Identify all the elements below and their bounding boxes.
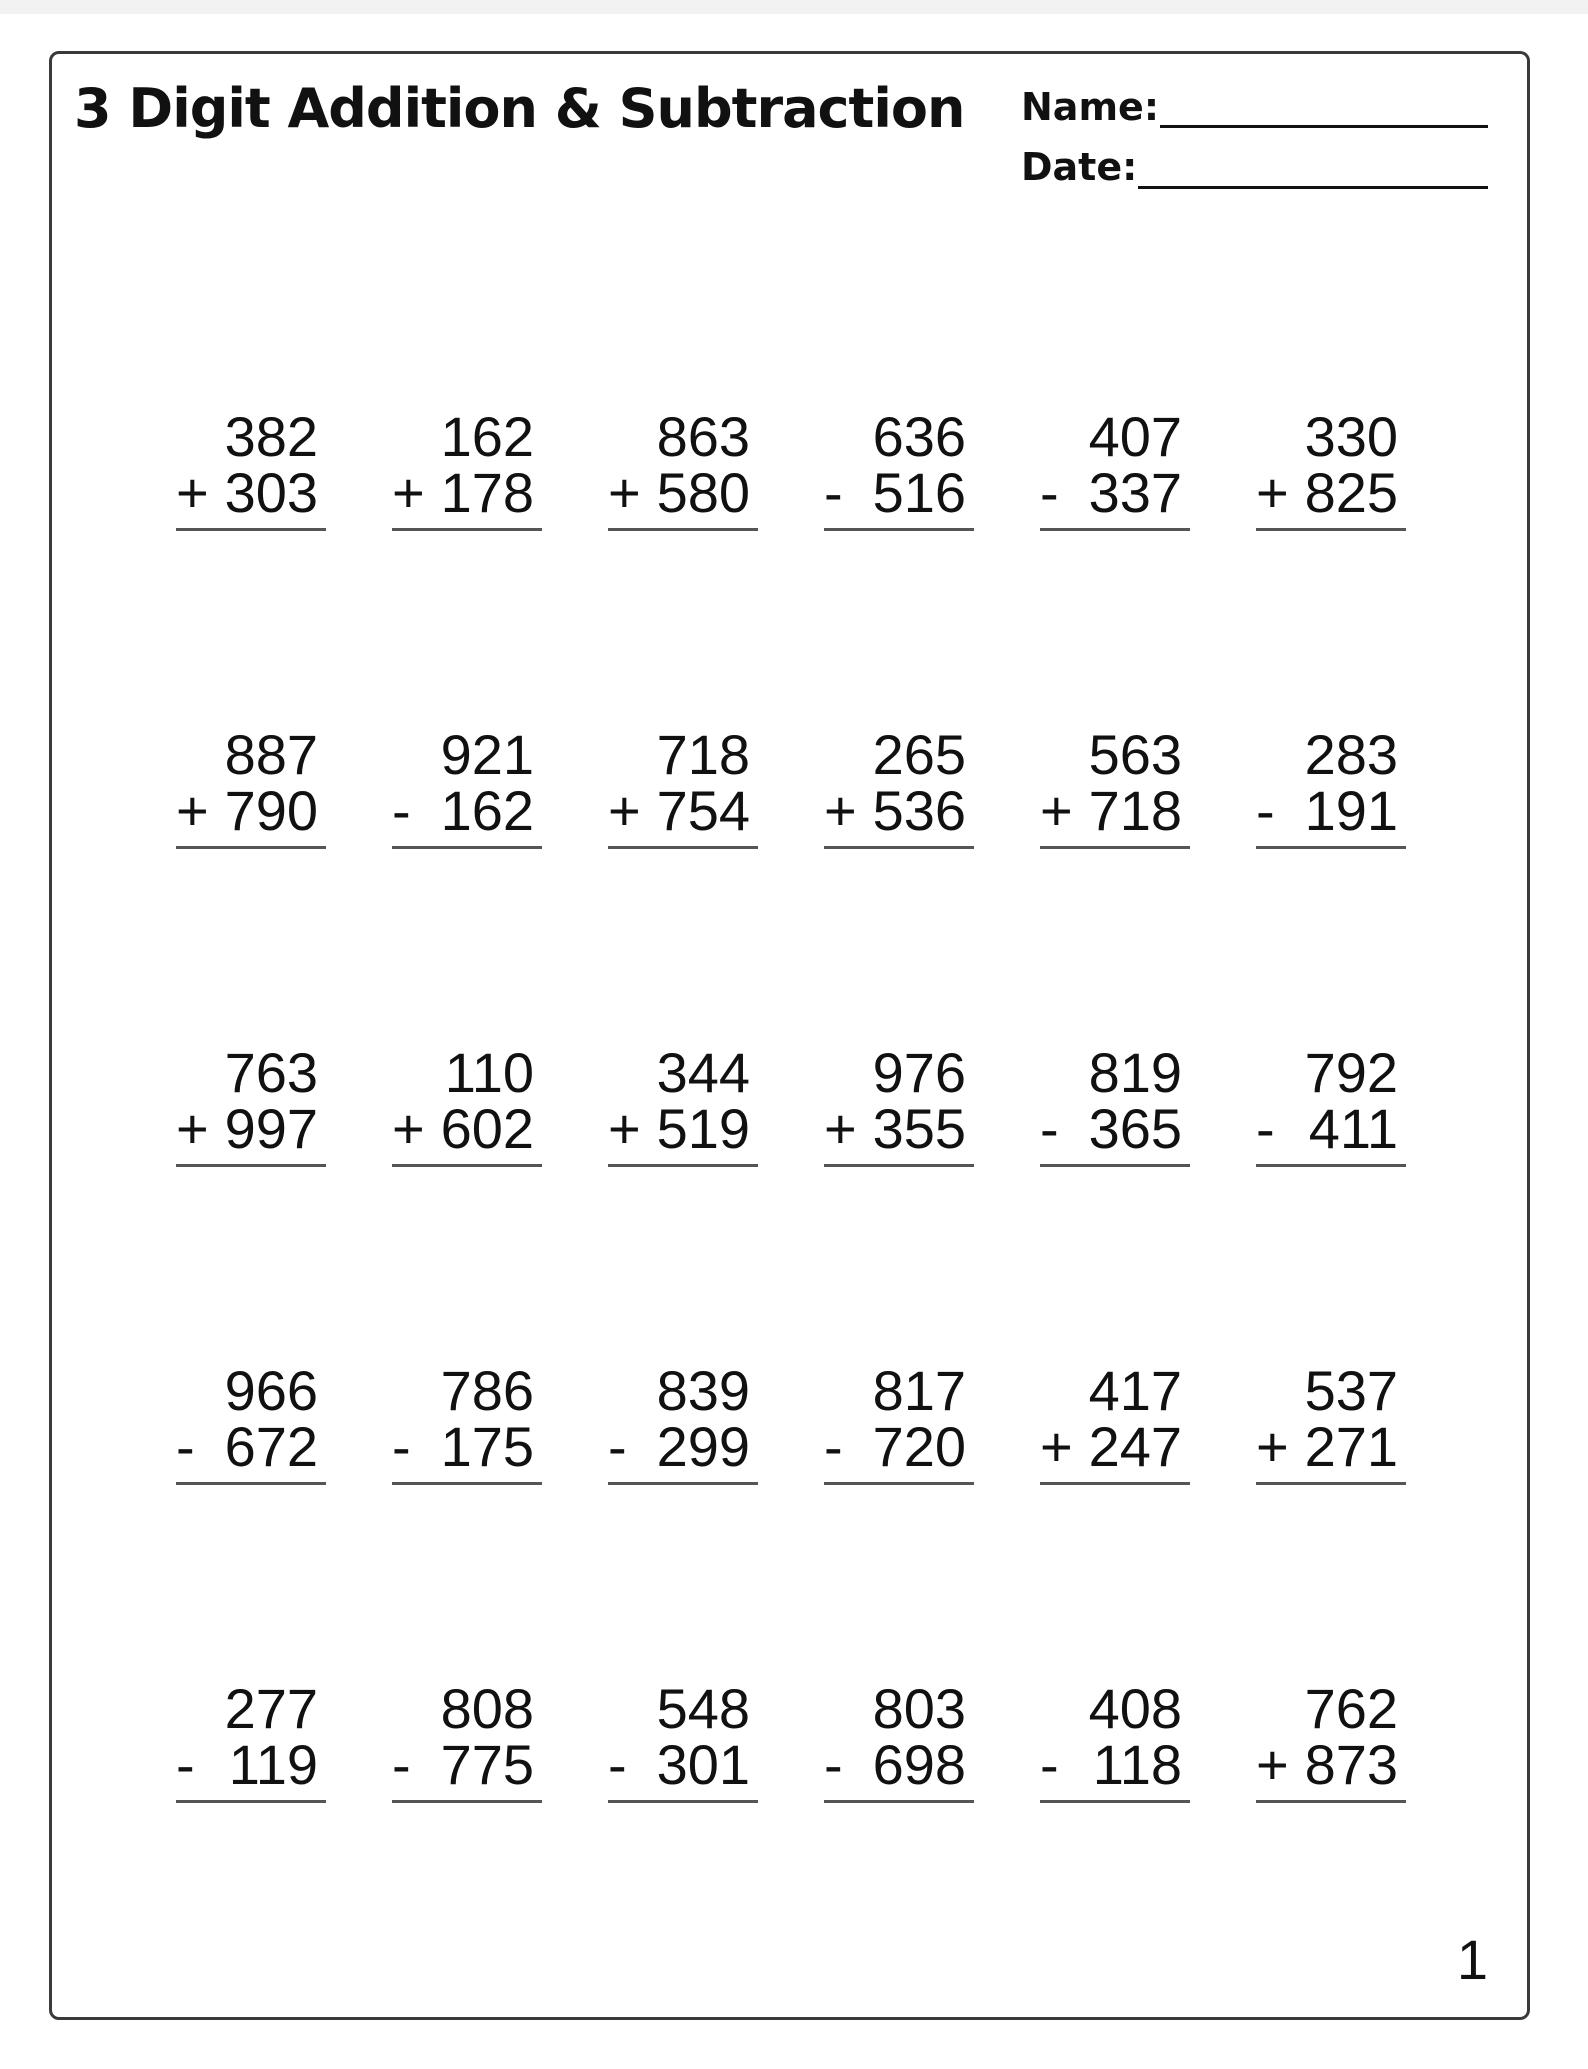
problem-bottom-number: 337	[1088, 461, 1182, 524]
problem	[392, 1041, 542, 1175]
plus-sign: +	[176, 779, 209, 842]
problem-bottom-number: 873	[1304, 1733, 1398, 1796]
problem-bottom-number: 355	[872, 1097, 966, 1160]
date-label: Date:	[1021, 145, 1138, 189]
minus-sign: -	[1256, 1097, 1275, 1160]
answer-line	[824, 1164, 974, 1167]
problem-top-number: 817	[872, 1359, 966, 1422]
date-line	[1138, 186, 1488, 189]
problem-top-number: 382	[224, 405, 318, 468]
problem-bottom-number: 825	[1304, 461, 1398, 524]
answer-line	[608, 846, 758, 849]
problem-top-number: 819	[1088, 1041, 1182, 1104]
problem	[176, 723, 326, 857]
answer-line	[824, 528, 974, 531]
problem-top-number: 839	[656, 1359, 750, 1422]
problem	[608, 723, 758, 857]
plus-sign: +	[824, 1097, 857, 1160]
problem-bottom-number: 602	[440, 1097, 534, 1160]
problem-top-number: 277	[224, 1677, 318, 1740]
answer-line	[824, 1800, 974, 1803]
answer-line	[1256, 1800, 1406, 1803]
problem	[176, 1041, 326, 1175]
problem-bottom-number: 119	[228, 1733, 318, 1796]
problem-top-number: 636	[872, 405, 966, 468]
answer-line	[1040, 1800, 1190, 1803]
problem-top-number: 265	[872, 723, 966, 786]
answer-line	[824, 846, 974, 849]
problem-bottom-number: 175	[440, 1415, 534, 1478]
minus-sign: -	[1256, 779, 1275, 842]
plus-sign: +	[1256, 1733, 1289, 1796]
problem	[608, 1041, 758, 1175]
answer-line	[608, 1482, 758, 1485]
problem-bottom-number: 162	[440, 779, 534, 842]
problem-bottom-number: 178	[440, 461, 534, 524]
plus-sign: +	[1256, 461, 1289, 524]
minus-sign: -	[824, 461, 843, 524]
problem-bottom-number: 672	[224, 1415, 318, 1478]
problem-top-number: 976	[872, 1041, 966, 1104]
problem	[824, 405, 974, 539]
problem	[1256, 1359, 1406, 1493]
problem-top-number: 718	[656, 723, 750, 786]
minus-sign: -	[392, 779, 411, 842]
problem	[392, 405, 542, 539]
minus-sign: -	[824, 1733, 843, 1796]
answer-line	[176, 846, 326, 849]
problem	[392, 723, 542, 857]
problem-bottom-number: 536	[872, 779, 966, 842]
problem-top-number: 792	[1304, 1041, 1398, 1104]
problem-bottom-number: 580	[656, 461, 750, 524]
minus-sign: -	[824, 1415, 843, 1478]
problem-bottom-number: 698	[872, 1733, 966, 1796]
plus-sign: +	[176, 1097, 209, 1160]
problem	[1256, 723, 1406, 857]
answer-line	[176, 1482, 326, 1485]
problem-top-number: 344	[656, 1041, 750, 1104]
problem-bottom-number: 754	[656, 779, 750, 842]
problem	[608, 405, 758, 539]
problem	[1040, 1359, 1190, 1493]
answer-line	[392, 1482, 542, 1485]
answer-line	[1256, 1164, 1406, 1167]
problem-bottom-number: 191	[1304, 779, 1398, 842]
answer-line	[392, 846, 542, 849]
plus-sign: +	[608, 779, 641, 842]
problem	[1040, 1041, 1190, 1175]
problem-bottom-number: 118	[1092, 1733, 1182, 1796]
plus-sign: +	[1040, 779, 1073, 842]
answer-line	[1040, 846, 1190, 849]
plus-sign: +	[1040, 1415, 1073, 1478]
problem-top-number: 330	[1304, 405, 1398, 468]
answer-line	[1256, 846, 1406, 849]
minus-sign: -	[176, 1733, 195, 1796]
top-bar	[0, 0, 1588, 14]
problem-top-number: 548	[656, 1677, 750, 1740]
problem-top-number: 762	[1304, 1677, 1398, 1740]
problem	[1040, 405, 1190, 539]
answer-line	[1256, 1482, 1406, 1485]
problem-top-number: 417	[1088, 1359, 1182, 1422]
answer-line	[392, 1800, 542, 1803]
answer-line	[608, 1164, 758, 1167]
problem-top-number: 887	[224, 723, 318, 786]
problem	[1040, 1677, 1190, 1811]
page-number: 1	[1456, 1928, 1488, 1991]
problem-bottom-number: 775	[440, 1733, 534, 1796]
problem	[824, 723, 974, 857]
problem-bottom-number: 301	[656, 1733, 750, 1796]
plus-sign: +	[824, 779, 857, 842]
problem	[608, 1359, 758, 1493]
plus-sign: +	[608, 1097, 641, 1160]
problem-top-number: 921	[440, 723, 534, 786]
problem-bottom-number: 790	[224, 779, 318, 842]
plus-sign: +	[392, 1097, 425, 1160]
problem-bottom-number: 516	[872, 461, 966, 524]
problem-top-number: 162	[440, 405, 534, 468]
problem-top-number: 803	[872, 1677, 966, 1740]
problem-top-number: 110	[444, 1041, 534, 1104]
problem-top-number: 786	[440, 1359, 534, 1422]
plus-sign: +	[392, 461, 425, 524]
problem-top-number: 537	[1304, 1359, 1398, 1422]
problem	[824, 1041, 974, 1175]
problem	[392, 1677, 542, 1811]
problem	[608, 1677, 758, 1811]
answer-line	[608, 1800, 758, 1803]
problem-top-number: 863	[656, 405, 750, 468]
answer-line	[392, 1164, 542, 1167]
problem-bottom-number: 519	[656, 1097, 750, 1160]
problem-bottom-number: 303	[224, 461, 318, 524]
answer-line	[1040, 1482, 1190, 1485]
minus-sign: -	[176, 1415, 195, 1478]
plus-sign: +	[176, 461, 209, 524]
minus-sign: -	[608, 1415, 627, 1478]
minus-sign: -	[608, 1733, 627, 1796]
problem-top-number: 563	[1088, 723, 1182, 786]
name-label: Name:	[1021, 85, 1160, 129]
problem-bottom-number: 411	[1308, 1097, 1398, 1160]
answer-line	[176, 528, 326, 531]
problem	[176, 1359, 326, 1493]
name-line	[1160, 125, 1488, 128]
problem	[1256, 405, 1406, 539]
answer-line	[1256, 528, 1406, 531]
answer-line	[392, 528, 542, 531]
plus-sign: +	[1256, 1415, 1289, 1478]
minus-sign: -	[1040, 461, 1059, 524]
problem-top-number: 966	[224, 1359, 318, 1422]
problem-top-number: 408	[1088, 1677, 1182, 1740]
minus-sign: -	[1040, 1097, 1059, 1160]
problem	[176, 1677, 326, 1811]
plus-sign: +	[608, 461, 641, 524]
problem-bottom-number: 718	[1088, 779, 1182, 842]
problem	[824, 1677, 974, 1811]
problem-top-number: 283	[1304, 723, 1398, 786]
problem	[392, 1359, 542, 1493]
minus-sign: -	[392, 1733, 411, 1796]
answer-line	[1040, 528, 1190, 531]
problem	[1256, 1677, 1406, 1811]
problem-top-number: 407	[1088, 405, 1182, 468]
answer-line	[1040, 1164, 1190, 1167]
problem-bottom-number: 271	[1304, 1415, 1398, 1478]
problem	[176, 405, 326, 539]
answer-line	[176, 1164, 326, 1167]
problem-top-number: 763	[224, 1041, 318, 1104]
answer-line	[176, 1800, 326, 1803]
minus-sign: -	[1040, 1733, 1059, 1796]
problem-bottom-number: 247	[1088, 1415, 1182, 1478]
problem	[1040, 723, 1190, 857]
answer-line	[608, 528, 758, 531]
worksheet-title: 3 Digit Addition & Subtraction	[74, 77, 965, 140]
minus-sign: -	[392, 1415, 411, 1478]
problem-bottom-number: 365	[1088, 1097, 1182, 1160]
problem-top-number: 808	[440, 1677, 534, 1740]
problem-bottom-number: 720	[872, 1415, 966, 1478]
problem	[1256, 1041, 1406, 1175]
problem	[824, 1359, 974, 1493]
answer-line	[824, 1482, 974, 1485]
problem-bottom-number: 299	[656, 1415, 750, 1478]
problem-bottom-number: 997	[224, 1097, 318, 1160]
